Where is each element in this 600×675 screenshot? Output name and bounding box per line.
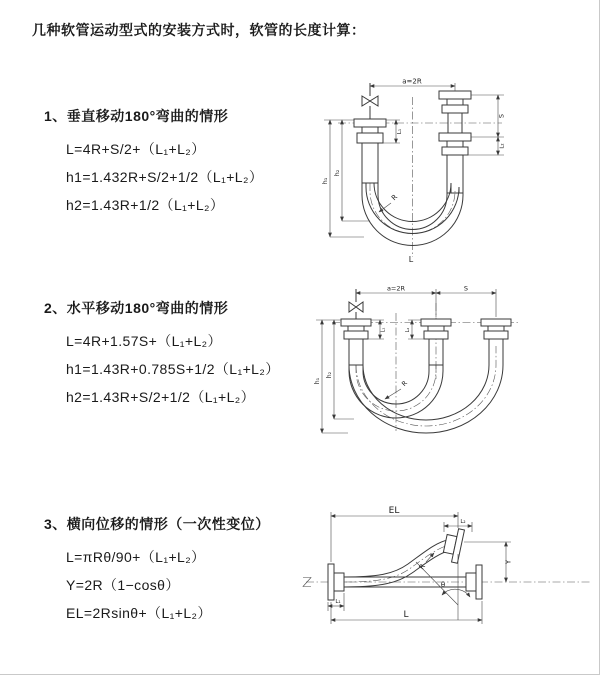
displaced-hose bbox=[344, 540, 452, 587]
dim-label-el: EL bbox=[388, 506, 400, 516]
dim-label-r: R bbox=[390, 193, 400, 203]
dim-label-l: L bbox=[408, 255, 414, 264]
dim-label-s: S bbox=[497, 113, 506, 119]
section-1-formula-h2: h2=1.43R+1/2（L₁+L₂） bbox=[66, 197, 225, 213]
dimension-labels bbox=[335, 506, 512, 620]
dim-label-h1: h₁ bbox=[321, 177, 329, 185]
dim-label-y: Y bbox=[504, 559, 513, 565]
dim-label-l: L bbox=[403, 610, 409, 620]
left-pipe bbox=[354, 83, 386, 183]
dim-label-h2: h₂ bbox=[326, 371, 333, 379]
dim-label-r: R bbox=[400, 379, 410, 389]
left-pipe bbox=[341, 289, 371, 365]
diagram-horizontal-180-bend bbox=[308, 283, 598, 453]
valve-icon bbox=[362, 96, 378, 106]
section-3 bbox=[44, 514, 270, 627]
braid-section bbox=[362, 143, 378, 183]
dimensions bbox=[316, 289, 496, 433]
dim-label-l1: L₁ bbox=[335, 599, 341, 605]
upper-flange bbox=[442, 527, 465, 564]
dim-label-s: S bbox=[463, 284, 469, 293]
section-3-heading: 3、横向位移的情形（一次性变位） bbox=[44, 516, 270, 532]
section-2-heading: 2、水平移动180°弯曲的情形 bbox=[44, 300, 229, 316]
section-3-formula-l: L=πRθ/90+（L₁+L₂） bbox=[66, 549, 206, 565]
page-title: 几种软管运动型式的安装方式时，软管的长度计算： bbox=[32, 22, 366, 38]
dimension-labels bbox=[321, 78, 506, 265]
braid-section bbox=[349, 339, 363, 365]
diagram-vertical-180-bend bbox=[310, 75, 592, 270]
diagram-lateral-displacement bbox=[298, 502, 598, 652]
dim-label-a2r: a=2R bbox=[402, 77, 422, 86]
dim-label-l2: L₂ bbox=[460, 519, 466, 525]
section-1-heading: 1、垂直移动180°弯曲的情形 bbox=[44, 108, 229, 124]
dimensions bbox=[324, 83, 504, 237]
right-pipe bbox=[439, 91, 471, 193]
dim-label-theta: θ bbox=[440, 581, 446, 589]
dim-label-h1: h₁ bbox=[314, 377, 321, 385]
dim-label-h2: h₂ bbox=[333, 169, 341, 177]
dim-label-a2r: a=2R bbox=[386, 284, 406, 293]
braid-section bbox=[447, 155, 463, 193]
valve-icon bbox=[349, 302, 363, 312]
diagram-3-drawing bbox=[298, 502, 598, 647]
section-2-formula-h2: h2=1.43R+S/2+1/2（L₁+L₂） bbox=[66, 389, 256, 405]
dim-label-l2: L₂ bbox=[405, 327, 411, 333]
dim-label-l1: L₁ bbox=[397, 128, 403, 135]
diagram-2-drawing bbox=[308, 283, 598, 448]
section-1-formula-h1: h1=1.432R+S/2+1/2（L₁+L₂） bbox=[66, 169, 264, 185]
dim-label-r: R bbox=[417, 562, 428, 572]
section-3-formula-y: Y=2R（1−cosθ） bbox=[66, 577, 180, 593]
section-1-formula-l: L=4R+S/2+（L₁+L₂） bbox=[66, 141, 206, 157]
diagram-1-drawing bbox=[310, 75, 592, 265]
section-2 bbox=[44, 298, 280, 411]
dim-label-l1: L₁ bbox=[380, 327, 387, 333]
section-2-formula-l: L=4R+1.57S+（L₁+L₂） bbox=[66, 333, 222, 349]
section-1 bbox=[44, 106, 263, 219]
section-2-formula-h1: h1=1.43R+0.785S+1/2（L₁+L₂） bbox=[66, 361, 280, 377]
dim-label-l2: L₂ bbox=[499, 143, 506, 149]
hose-bend-arcs bbox=[349, 346, 503, 433]
left-flange bbox=[328, 564, 344, 600]
section-3-formula-el: EL=2Rsinθ+（L₁+L₂） bbox=[66, 605, 212, 621]
right-pipe bbox=[481, 319, 511, 346]
